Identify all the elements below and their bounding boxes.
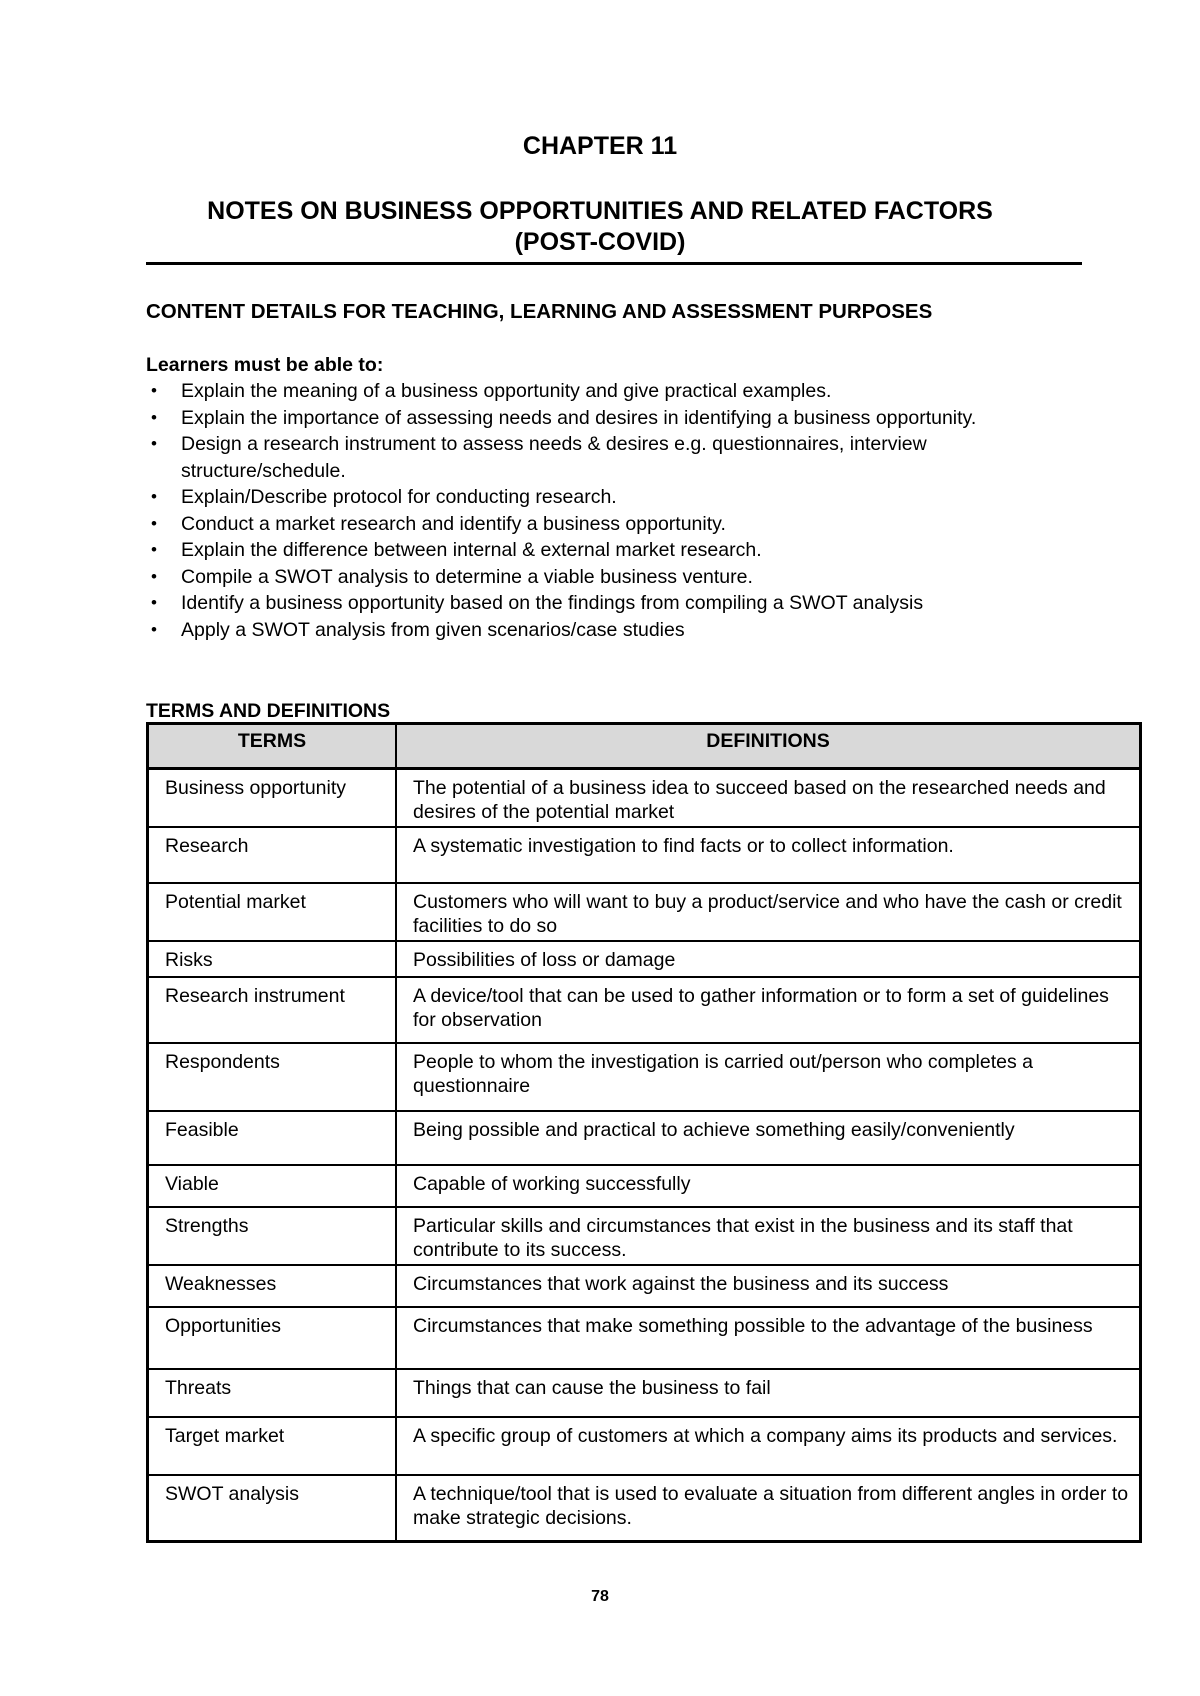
term-cell: Respondents	[148, 1043, 397, 1111]
content-details-heading: CONTENT DETAILS FOR TEACHING, LEARNING AND ASSESSMENT PURPOSES	[146, 300, 933, 323]
term-cell: Research	[148, 827, 397, 883]
definition-cell: A systematic investigation to find facts or to collect information.	[396, 827, 1141, 883]
list-item	[146, 564, 1076, 591]
table-row	[148, 827, 1141, 883]
list-item	[146, 484, 1076, 511]
table-row	[148, 941, 1141, 977]
list-item	[146, 511, 1076, 538]
bullet-icon: •	[151, 487, 157, 506]
bullet-icon: •	[151, 566, 157, 586]
table-row	[148, 769, 1141, 828]
table-row	[148, 1417, 1141, 1475]
table-row	[148, 977, 1141, 1043]
table-row	[148, 1043, 1141, 1111]
list-item	[146, 537, 1076, 564]
list-item-text: Explain the importance of assessing needs and desires in identifying a business opportunity.	[181, 406, 977, 429]
list-item	[146, 405, 1076, 432]
list-item-text: Identify a business opportunity based on the findings from compiling a SWOT analysis	[181, 592, 924, 614]
list-item	[146, 378, 1076, 405]
term-cell: Weaknesses	[148, 1265, 397, 1307]
list-item-text: Explain the meaning of a business opportunity and give practical examples.	[181, 380, 832, 402]
title-divider	[146, 262, 1082, 265]
definition-cell: Circumstances that make something possible to the advantage of the business	[396, 1307, 1141, 1369]
term-cell: Feasible	[148, 1111, 397, 1165]
list-item-text: Explain/Describe protocol for conducting research.	[181, 486, 617, 508]
bullet-icon: •	[151, 540, 157, 559]
column-header-definitions: DEFINITIONS	[396, 724, 1141, 769]
list-item-text: Apply a SWOT analysis from given scenarios/case studies	[181, 618, 685, 641]
page-title-line-1: NOTES ON BUSINESS OPPORTUNITIES AND RELATED FACTORS	[207, 197, 993, 225]
column-header-terms: TERMS	[148, 724, 397, 769]
page-number: 78	[591, 1588, 609, 1605]
list-item-text: Explain the difference between internal & external market research.	[181, 539, 762, 561]
bullet-icon: •	[151, 434, 157, 453]
list-item	[146, 431, 1076, 484]
table-row	[148, 1369, 1141, 1417]
list-item-text: Compile a SWOT analysis to determine a viable business venture.	[181, 565, 753, 588]
definition-cell: The potential of a business idea to succeed based on the researched needs and desires of the potential market	[396, 769, 1141, 828]
table-row	[148, 1111, 1141, 1165]
list-item-text: Conduct a market research and identify a business opportunity.	[181, 512, 726, 535]
bullet-icon: •	[151, 619, 157, 639]
definition-cell: Circumstances that work against the business and its success	[396, 1265, 1141, 1307]
definition-cell: Capable of working successfully	[396, 1165, 1141, 1207]
bullet-icon: •	[151, 381, 157, 400]
definition-cell: A device/tool that can be used to gather information or to form a set of guidelines for observation	[396, 977, 1141, 1043]
term-cell: Potential market	[148, 883, 397, 941]
table-header-row	[148, 724, 1141, 769]
definition-cell: Particular skills and circumstances that exist in the business and its staff that contribute to its success.	[396, 1207, 1141, 1265]
chapter-label: CHAPTER 11	[522, 132, 678, 160]
term-cell: Opportunities	[148, 1307, 397, 1369]
learning-objectives-list	[146, 378, 1076, 643]
term-cell: Business opportunity	[148, 769, 397, 828]
list-item	[146, 590, 1076, 617]
bullet-icon: •	[151, 513, 157, 533]
definition-cell: Customers who will want to buy a product/service and who have the cash or credit facilities to do so	[396, 883, 1141, 941]
term-cell: Target market	[148, 1417, 397, 1475]
list-item-text: Design a research instrument to assess needs & desires e.g. questionnaires, interview structure/schedule.	[181, 433, 927, 482]
table-row	[148, 1307, 1141, 1369]
learners-heading: Learners must be able to:	[146, 354, 384, 376]
bullet-icon: •	[151, 593, 157, 612]
bullet-icon: •	[151, 407, 157, 427]
definition-cell: A technique/tool that is used to evaluate a situation from different angles in order to make strategic decisions.	[396, 1475, 1141, 1541]
term-cell: Threats	[148, 1369, 397, 1417]
table-row	[148, 1265, 1141, 1307]
term-cell: Strengths	[148, 1207, 397, 1265]
definition-cell: Being possible and practical to achieve something easily/conveniently	[396, 1111, 1141, 1165]
term-cell: SWOT analysis	[148, 1475, 397, 1541]
definition-cell: A specific group of customers at which a company aims its products and services.	[396, 1417, 1141, 1475]
table-row	[148, 1475, 1141, 1541]
definition-cell: Things that can cause the business to fail	[396, 1369, 1141, 1417]
table-row	[148, 1165, 1141, 1207]
table-row	[148, 1207, 1141, 1265]
definition-cell: Possibilities of loss or damage	[396, 941, 1141, 977]
term-cell: Research instrument	[148, 977, 397, 1043]
list-item	[146, 617, 1076, 644]
page-title-line-2: (POST-COVID)	[514, 228, 686, 256]
table-row	[148, 883, 1141, 941]
term-cell: Viable	[148, 1165, 397, 1207]
terms-definitions-heading: TERMS AND DEFINITIONS	[146, 700, 391, 722]
terms-definitions-table	[146, 722, 1142, 1543]
page-title	[0, 196, 1200, 258]
definition-cell: People to whom the investigation is carried out/person who completes a questionnaire	[396, 1043, 1141, 1111]
term-cell: Risks	[148, 941, 397, 977]
